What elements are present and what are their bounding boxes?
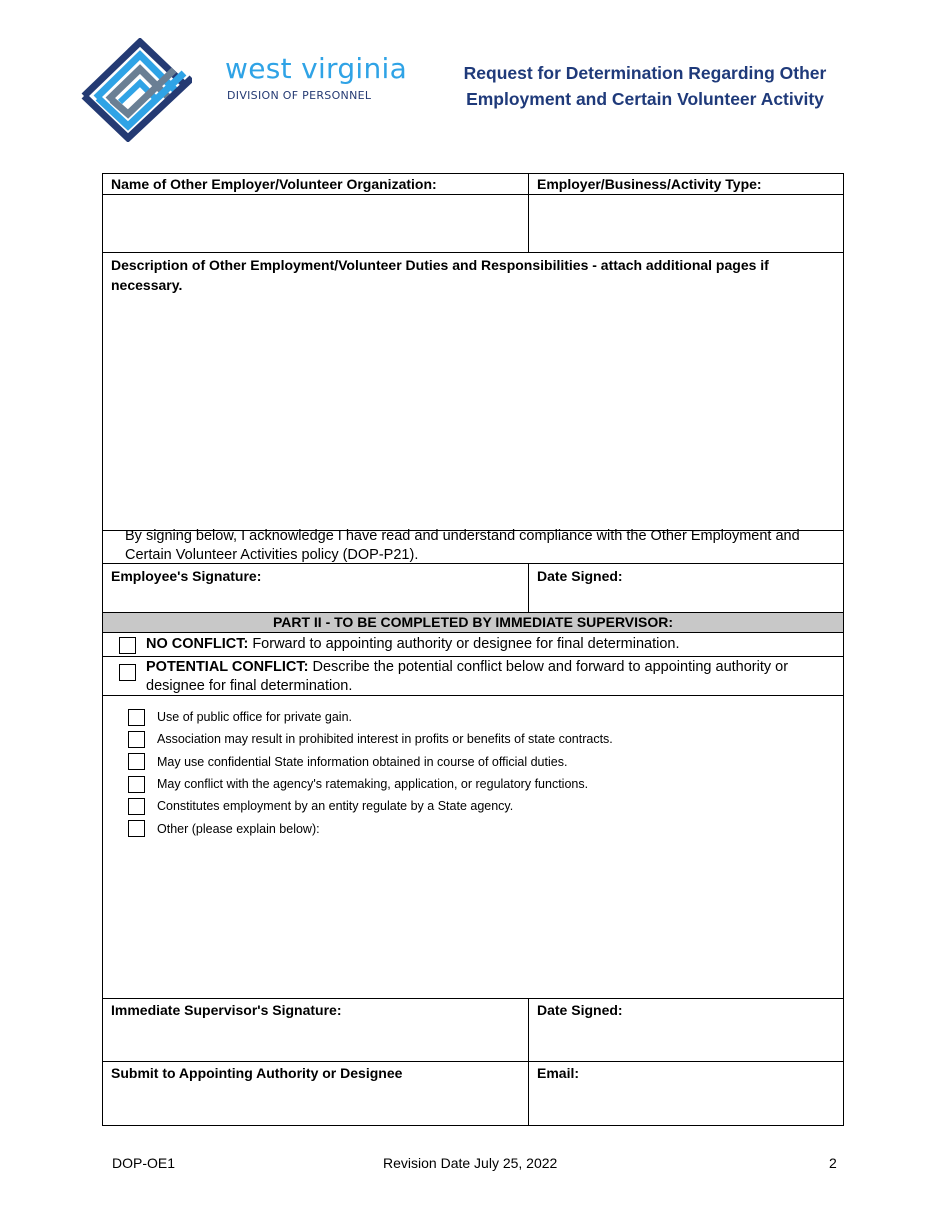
conflict-reason-item[interactable]	[128, 728, 843, 750]
conflict-reason-label: May use confidential State information obtained in course of official duties.	[157, 754, 568, 769]
no-conflict-text: Forward to appointing authority or designee for final determination.	[248, 636, 680, 652]
supervisor-signature-label: Immediate Supervisor's Signature:	[111, 1002, 342, 1018]
title-line-1: Request for Determination Regarding Other	[463, 63, 827, 83]
title-line-2: Employment and Certain Volunteer Activity	[466, 89, 824, 109]
potential-conflict-label: POTENTIAL CONFLICT:	[146, 659, 309, 675]
potential-conflict-checkbox[interactable]	[119, 664, 136, 681]
no-conflict-checkbox[interactable]	[119, 637, 136, 654]
conflict-reason-label: Other (please explain below):	[157, 821, 320, 836]
conflict-reason-item[interactable]	[128, 706, 843, 728]
conflict-reason-checkbox[interactable]	[128, 820, 145, 837]
page-number: 2	[829, 1155, 837, 1171]
no-conflict-option[interactable]	[103, 633, 843, 654]
employee-date-field[interactable]	[529, 564, 843, 612]
acknowledgement-text: By signing below, I acknowledge I have read and understand compliance with the Other Employment and Certain Volunteer Activities policy (DOP-P21).	[125, 528, 800, 563]
supervisor-signature-field[interactable]	[103, 999, 529, 1061]
appointing-authority-field[interactable]	[103, 1062, 529, 1125]
employer-input-row	[103, 195, 843, 253]
wv-division-of-personnel-logo	[80, 38, 410, 142]
part2-header: PART II - TO BE COMPLETED BY IMMEDIATE SUPERVISOR:	[103, 613, 843, 633]
acknowledgement-row	[103, 527, 843, 564]
wv-chevron-logo-icon	[80, 38, 192, 142]
conflict-reason-label: May conflict with the agency's ratemaking, application, or regulatory functions.	[157, 777, 589, 792]
description-field[interactable]	[103, 297, 843, 527]
potential-conflict-text: Describe the potential conflict below and forward to appointing authority or designee for final determination.	[146, 659, 789, 694]
employer-header-row	[103, 174, 843, 195]
conflict-reason-item[interactable]	[128, 795, 843, 817]
conflict-reason-checkbox[interactable]	[128, 753, 145, 770]
supervisor-date-label: Date Signed:	[537, 1002, 623, 1018]
employee-signature-row	[103, 564, 843, 613]
activity-type-field[interactable]	[529, 195, 843, 252]
conflict-reason-item[interactable]	[128, 751, 843, 773]
form-code: DOP-OE1	[112, 1155, 176, 1171]
conflict-details-row	[103, 696, 843, 999]
conflict-reason-item[interactable]	[128, 773, 843, 795]
conflict-reason-label: Association may result in prohibited interest in profits or benefits of state contracts.	[157, 732, 613, 747]
conflict-reason-label: Use of public office for private gain.	[157, 710, 353, 725]
supervisor-date-field[interactable]	[529, 999, 843, 1061]
submit-row	[103, 1062, 843, 1125]
conflict-reason-checkbox[interactable]	[128, 731, 145, 748]
description-label: Description of Other Employment/Volunteer Duties and Responsibilities - attach additional pages if necessary.	[111, 257, 769, 293]
supervisor-signature-row	[103, 999, 843, 1062]
email-field[interactable]	[529, 1062, 843, 1125]
conflict-reason-item[interactable]	[128, 817, 843, 839]
potential-conflict-option[interactable]	[103, 657, 843, 696]
employee-date-label: Date Signed:	[537, 568, 623, 584]
potential-conflict-row	[103, 657, 843, 696]
conflict-reason-label: Constitutes employment by an entity regulate by a State agency.	[157, 799, 514, 814]
employee-signature-field[interactable]	[103, 564, 529, 612]
conflict-reason-checkbox[interactable]	[128, 776, 145, 793]
conflict-reason-checkbox[interactable]	[128, 798, 145, 815]
employer-name-label: Name of Other Employer/Volunteer Organization:	[103, 174, 529, 194]
email-label: Email:	[537, 1065, 580, 1081]
employee-signature-label: Employee's Signature:	[111, 568, 262, 584]
determination-form	[102, 173, 844, 1126]
logo-subtitle: DIVISION OF PERSONNEL	[227, 89, 372, 102]
document-title	[430, 60, 860, 112]
conflict-reason-checkbox[interactable]	[128, 709, 145, 726]
revision-date: Revision Date July 25, 2022	[383, 1155, 558, 1171]
employer-name-field[interactable]	[103, 195, 529, 252]
no-conflict-row	[103, 633, 843, 657]
logo-wordmark: west virginia	[225, 52, 408, 85]
no-conflict-label: NO CONFLICT:	[146, 636, 249, 652]
conflict-reason-list	[103, 696, 843, 840]
appointing-authority-label: Submit to Appointing Authority or Designee	[111, 1065, 403, 1081]
description-row	[103, 253, 843, 531]
activity-type-label: Employer/Business/Activity Type:	[537, 176, 762, 192]
